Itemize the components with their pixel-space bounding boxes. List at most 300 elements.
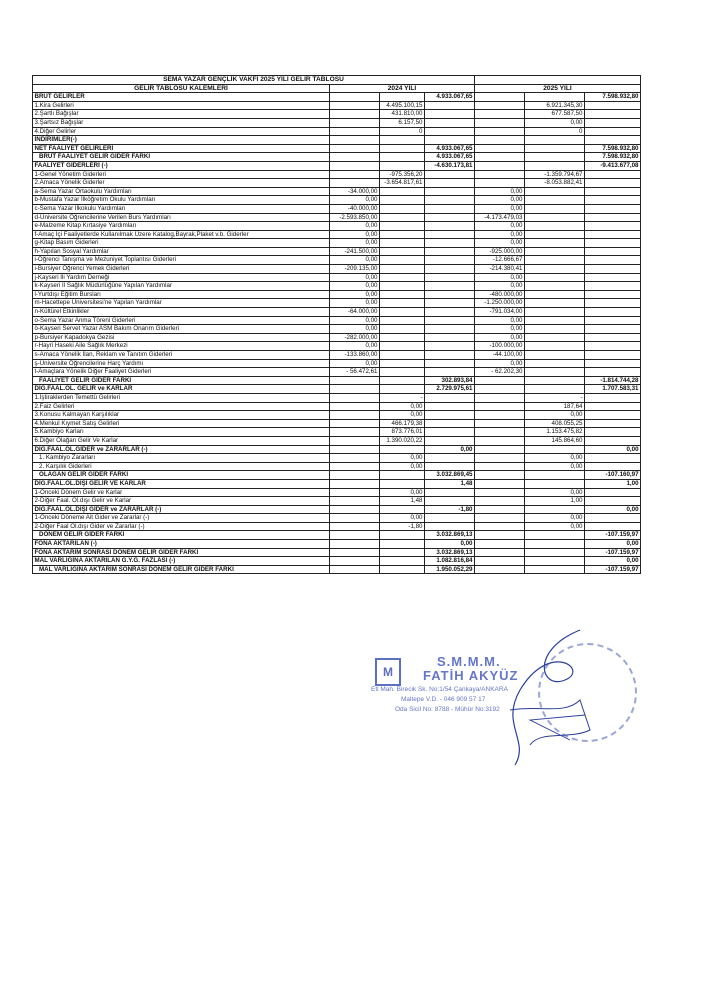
row-value [525, 325, 585, 334]
row-label: h-Yapılan Sosyal Yardımlar [33, 247, 330, 256]
row-label: FONA AKTARILAN (-) [33, 540, 330, 549]
row-value [380, 316, 425, 325]
row-value [425, 118, 475, 127]
row-value [525, 342, 585, 351]
title-row [33, 76, 641, 85]
table-row [33, 411, 641, 420]
row-value [380, 282, 425, 291]
row-value [525, 290, 585, 299]
table-row [33, 385, 641, 394]
row-value [585, 436, 641, 445]
row-value [475, 428, 525, 437]
row-value [425, 368, 475, 377]
items-column-header: GELİR TABLOSU KALEMLERİ [33, 84, 330, 93]
row-value [330, 514, 380, 523]
row-value: -1.814.744,28 [585, 376, 641, 385]
row-label: FAALİYET GİDERLERİ (-) [33, 161, 330, 170]
row-value [330, 548, 380, 557]
table-row [33, 93, 641, 102]
row-value [525, 471, 585, 480]
table-row [33, 428, 641, 437]
row-label: DİĞ.FAAL.OL.GİDER ve ZARARLAR (-) [33, 445, 330, 454]
row-value [475, 101, 525, 110]
row-value [475, 153, 525, 162]
row-label: i-Öğrenci Tanışma ve Mezuniyet Toplantısı Giderleri [33, 256, 330, 265]
row-value: -1,80 [380, 522, 425, 531]
row-value [425, 454, 475, 463]
row-label: ö-Kayseri Servet Yazar ASM Bakım Onarım Giderleri [33, 325, 330, 334]
row-label: b-Mustafa Yazar İlköğretim Okulu Yardımları [33, 196, 330, 205]
row-label: 2.Amaca Yönelik Giderler [33, 179, 330, 188]
row-value [585, 488, 641, 497]
table-row [33, 153, 641, 162]
row-value: -34.000,00 [330, 187, 380, 196]
row-value [475, 565, 525, 574]
row-label: İNDİRİMLER(-) [33, 136, 330, 145]
stamp-name: FATİH AKYÜZ [423, 668, 519, 683]
stamp-address: Etl Mah. Birecik Sk. No:1/54 Çankaya/ANKARA [371, 686, 508, 693]
table-row [33, 161, 641, 170]
row-value [330, 557, 380, 566]
row-value [425, 187, 475, 196]
row-value [525, 247, 585, 256]
row-value [380, 445, 425, 454]
row-value [330, 179, 380, 188]
row-value [330, 127, 380, 136]
row-value [525, 213, 585, 222]
row-value: 1,48 [425, 479, 475, 488]
row-value [425, 514, 475, 523]
row-label: 4.Menkul Kıymet Satış Gelirleri [33, 419, 330, 428]
row-value: 6.157,50 [380, 118, 425, 127]
stamp-tax-office: Maltepe V.D. - 046 909 57 17 [401, 696, 486, 703]
row-value: - [380, 393, 425, 402]
row-value: 0,00 [330, 256, 380, 265]
row-label: e-Malzeme Kitap Kırtasiye Yardımları [33, 222, 330, 231]
row-value [475, 454, 525, 463]
row-value [585, 256, 641, 265]
row-value [475, 170, 525, 179]
row-value [380, 359, 425, 368]
row-value: -12.666,67 [475, 256, 525, 265]
row-value: 0,00 [330, 299, 380, 308]
row-value [425, 419, 475, 428]
row-value [525, 376, 585, 385]
row-value: -133.860,00 [330, 351, 380, 360]
row-value: -4.173.479,03 [475, 213, 525, 222]
table-row [33, 273, 641, 282]
row-value [425, 411, 475, 420]
table-row [33, 505, 641, 514]
row-value [380, 479, 425, 488]
row-value [330, 445, 380, 454]
row-value [380, 256, 425, 265]
table-row [33, 222, 641, 231]
row-value: 1.153.475,82 [525, 428, 585, 437]
row-value: -8.053.882,41 [525, 179, 585, 188]
row-value [380, 548, 425, 557]
row-value [475, 522, 525, 531]
row-value [425, 359, 475, 368]
row-value [380, 247, 425, 256]
row-value [585, 522, 641, 531]
income-table [32, 75, 641, 574]
row-value [380, 308, 425, 317]
row-label: i-Bursiyer Öğrenci Yemek Giderleri [33, 265, 330, 274]
row-value: 0,00 [380, 514, 425, 523]
row-label: 2-Diğer Faal Ol.dışı Gider ve Zararlar (-) [33, 522, 330, 531]
row-value [330, 144, 380, 153]
row-value [585, 136, 641, 145]
row-value [380, 213, 425, 222]
row-value [585, 419, 641, 428]
row-value [585, 187, 641, 196]
row-value [525, 265, 585, 274]
row-value [425, 333, 475, 342]
year-2025-header: 2025 YILI [475, 84, 641, 93]
row-value: 4.933.067,65 [425, 153, 475, 162]
table-row [33, 462, 641, 471]
row-value [425, 342, 475, 351]
row-value [525, 222, 585, 231]
table-row [33, 548, 641, 557]
row-value [585, 118, 641, 127]
row-value [525, 273, 585, 282]
row-value [425, 256, 475, 265]
row-value: -64.000,00 [330, 308, 380, 317]
row-value: 408.055,25 [525, 419, 585, 428]
row-value: 2.729.975,61 [425, 385, 475, 394]
row-value [585, 393, 641, 402]
row-value [525, 548, 585, 557]
stamp-title: S.M.M.M. [437, 654, 501, 669]
row-value [425, 462, 475, 471]
row-value [525, 368, 585, 377]
row-value [330, 531, 380, 540]
row-label: 2-Diğer Faal. Ol.dışı Gelir ve Karlar [33, 497, 330, 506]
row-value: 0,00 [475, 196, 525, 205]
row-value: 7.598.932,80 [585, 93, 641, 102]
row-value [330, 471, 380, 480]
row-value [380, 557, 425, 566]
row-value: 1.707.583,31 [585, 385, 641, 394]
row-value [475, 144, 525, 153]
table-row [33, 136, 641, 145]
row-label: 1. Kambiyo Zararları [33, 454, 330, 463]
row-value: 677.587,50 [525, 110, 585, 119]
row-value: 0,00 [525, 411, 585, 420]
row-value: 145.864,60 [525, 436, 585, 445]
row-value [525, 187, 585, 196]
row-value: 0,00 [585, 445, 641, 454]
row-value: -40.000,00 [330, 204, 380, 213]
row-value: 0 [380, 127, 425, 136]
row-value [380, 342, 425, 351]
row-value: -9.413.677,08 [585, 161, 641, 170]
row-value: 0,00 [330, 325, 380, 334]
row-label: 2.Faiz Gelirleri [33, 402, 330, 411]
row-value [585, 428, 641, 437]
row-value: 1,00 [525, 497, 585, 506]
row-value [330, 497, 380, 506]
row-value: -4.630.173,81 [425, 161, 475, 170]
row-value [475, 385, 525, 394]
row-value [585, 342, 641, 351]
row-value: 0,00 [475, 325, 525, 334]
row-label: c-Sema Yazar İlkokulu Yardımları [33, 204, 330, 213]
row-value: 0,00 [475, 222, 525, 231]
row-value [330, 161, 380, 170]
signature [470, 620, 620, 770]
row-value [475, 93, 525, 102]
row-value [585, 265, 641, 274]
table-row [33, 144, 641, 153]
row-value [380, 540, 425, 549]
row-value [330, 376, 380, 385]
row-value [425, 136, 475, 145]
row-value [525, 161, 585, 170]
row-value [425, 247, 475, 256]
table-row [33, 351, 641, 360]
row-value: 1,00 [585, 479, 641, 488]
table-row [33, 359, 641, 368]
table-row [33, 282, 641, 291]
row-value: 0,00 [380, 454, 425, 463]
row-value [425, 282, 475, 291]
row-value [330, 488, 380, 497]
table-row [33, 213, 641, 222]
row-value [475, 161, 525, 170]
table-row [33, 522, 641, 531]
row-value: 873.776,01 [380, 428, 425, 437]
row-value [585, 179, 641, 188]
row-value [475, 402, 525, 411]
row-value [585, 402, 641, 411]
row-value [525, 239, 585, 248]
row-label: a-Sema Yazar Ortaokulu Yardımları [33, 187, 330, 196]
row-value: 0,00 [525, 522, 585, 531]
row-value [585, 299, 641, 308]
row-value: 6.921.345,30 [525, 101, 585, 110]
table-row [33, 565, 641, 574]
row-value: 0,00 [330, 239, 380, 248]
row-value [475, 557, 525, 566]
row-value: 1.390.020,22 [380, 436, 425, 445]
table-row [33, 419, 641, 428]
row-value [585, 101, 641, 110]
row-value: 0,00 [380, 488, 425, 497]
table-row [33, 376, 641, 385]
row-value [525, 385, 585, 394]
row-value: 0,00 [475, 333, 525, 342]
row-value [475, 376, 525, 385]
row-value [380, 196, 425, 205]
row-value [585, 239, 641, 248]
row-label: 3.Konusu Kalmayan Karşılıklar [33, 411, 330, 420]
row-value [475, 540, 525, 549]
row-label: 6.Diğer Olağan Gelir Ve Karlar [33, 436, 330, 445]
row-value [585, 411, 641, 420]
row-value [330, 522, 380, 531]
row-value: 0,00 [475, 316, 525, 325]
row-value [525, 359, 585, 368]
row-value: 0,00 [330, 342, 380, 351]
row-value [380, 93, 425, 102]
row-value [585, 308, 641, 317]
table-row [33, 368, 641, 377]
row-value [585, 368, 641, 377]
row-value [525, 316, 585, 325]
table-row [33, 170, 641, 179]
row-value: -209.135,00 [330, 265, 380, 274]
row-value [475, 471, 525, 480]
row-value [380, 161, 425, 170]
row-label: DİĞ.FAAL.OL. GELİR ve KARLAR [33, 385, 330, 394]
row-value [475, 419, 525, 428]
row-value [525, 565, 585, 574]
table-row [33, 393, 641, 402]
row-value [330, 565, 380, 574]
table-row [33, 497, 641, 506]
row-value [330, 170, 380, 179]
row-value [585, 351, 641, 360]
table-row [33, 514, 641, 523]
row-value: 3.032.869,13 [425, 548, 475, 557]
row-value [585, 247, 641, 256]
row-label: n-Kültürel Etkinlikler [33, 308, 330, 317]
table-row [33, 127, 641, 136]
row-value [475, 488, 525, 497]
row-value [475, 110, 525, 119]
row-value [585, 359, 641, 368]
income-statement [32, 75, 640, 574]
row-value [425, 299, 475, 308]
row-value: -1.359.794,67 [525, 170, 585, 179]
row-value: -925.000,00 [475, 247, 525, 256]
row-value [475, 479, 525, 488]
row-value [475, 136, 525, 145]
row-value: 0,00 [525, 488, 585, 497]
row-value: 0,00 [330, 222, 380, 231]
row-value [330, 153, 380, 162]
row-value [330, 393, 380, 402]
table-title: SEMA YAZAR GENÇLİK VAKFI 2025 YILI GELİR TABLOSU [33, 76, 475, 85]
row-label: BRÜT GELİRLER [33, 93, 330, 102]
row-label: 1.İştiraklerden Temettü Gelirleri [33, 393, 330, 402]
table-row [33, 230, 641, 239]
row-value [425, 179, 475, 188]
row-value: -107.159,97 [585, 548, 641, 557]
row-value [330, 540, 380, 549]
row-label: m-Hacettepe Üniversitesi'ne Yapılan Yardımlar [33, 299, 330, 308]
table-row [33, 290, 641, 299]
row-value: 466.179,38 [380, 419, 425, 428]
table-row [33, 187, 641, 196]
row-value [380, 351, 425, 360]
table-row [33, 299, 641, 308]
table-row [33, 531, 641, 540]
row-value [585, 333, 641, 342]
row-value [585, 282, 641, 291]
row-value: -107.159,97 [585, 531, 641, 540]
row-value: 1,48 [380, 497, 425, 506]
row-value [585, 290, 641, 299]
row-value: - [525, 393, 585, 402]
row-value [525, 282, 585, 291]
row-value [525, 479, 585, 488]
row-value: 0,00 [330, 273, 380, 282]
row-value [585, 110, 641, 119]
row-value [380, 290, 425, 299]
row-value: -791.034,00 [475, 308, 525, 317]
row-value [425, 325, 475, 334]
row-value: -107.160,97 [585, 471, 641, 480]
row-value [425, 265, 475, 274]
row-value: 7.598.932,80 [585, 153, 641, 162]
row-value [475, 497, 525, 506]
row-value [425, 308, 475, 317]
row-value [330, 101, 380, 110]
row-value: -100.000,00 [475, 342, 525, 351]
row-value [585, 316, 641, 325]
row-value [380, 265, 425, 274]
row-value: 0,00 [330, 196, 380, 205]
row-value: 0,00 [525, 514, 585, 523]
row-value: -3.654.817,61 [380, 179, 425, 188]
row-value [525, 256, 585, 265]
row-value [585, 325, 641, 334]
row-value: 0,00 [585, 505, 641, 514]
row-value: - 56.472,61 [330, 368, 380, 377]
table-row [33, 454, 641, 463]
row-value [585, 204, 641, 213]
row-label: NET FAALİYET GELİRLERİ [33, 144, 330, 153]
row-value: 0,00 [475, 282, 525, 291]
row-value [585, 462, 641, 471]
table-row [33, 101, 641, 110]
row-value [425, 110, 475, 119]
row-label: 5.Kambiyo Karları [33, 428, 330, 437]
row-value [585, 514, 641, 523]
row-value [525, 445, 585, 454]
row-value [585, 222, 641, 231]
table-row [33, 488, 641, 497]
row-value [475, 393, 525, 402]
row-label: FAALİYET GELİR GİDER FARKI [33, 376, 330, 385]
row-value: 0,00 [475, 204, 525, 213]
row-value [380, 230, 425, 239]
row-value [525, 196, 585, 205]
row-label: d-Üniversite Öğrencilerine Verilen Burs Yardımları [33, 213, 330, 222]
row-value [380, 333, 425, 342]
row-value [475, 436, 525, 445]
row-value [380, 385, 425, 394]
row-value: 0,00 [585, 540, 641, 549]
row-value: 7.598.932,80 [585, 144, 641, 153]
row-label: 1-Genel Yönetim Giderleri [33, 170, 330, 179]
row-value [475, 548, 525, 557]
row-value [525, 230, 585, 239]
row-value [380, 153, 425, 162]
row-value: 0,00 [525, 462, 585, 471]
row-value [425, 428, 475, 437]
row-value [585, 497, 641, 506]
table-row [33, 471, 641, 480]
row-value [425, 488, 475, 497]
row-value: 4.933.067,65 [425, 144, 475, 153]
row-value [425, 402, 475, 411]
row-value [475, 462, 525, 471]
